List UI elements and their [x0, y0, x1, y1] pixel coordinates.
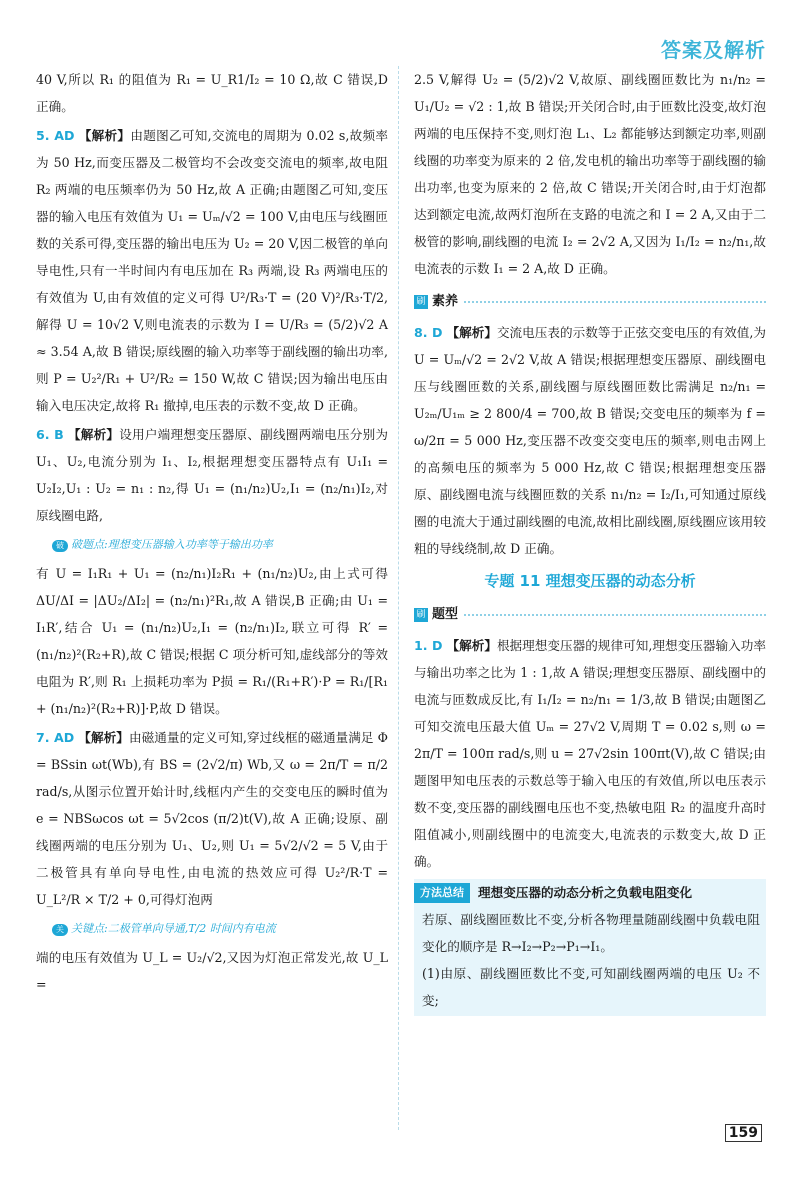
question-8: [414, 319, 766, 562]
question-1-number: 1. D: [414, 638, 443, 653]
key-point-icon: 关: [52, 924, 68, 936]
analysis-tag: 【解析】: [78, 730, 129, 745]
section-dotted-line: [464, 301, 766, 303]
question-7-text-part2: 端的电压有效值为 U_L = U₂/√2,又因为灯泡正常发光,故 U_L =: [36, 950, 388, 992]
question-6-number: 6. B: [36, 427, 64, 442]
topic-title: 专题 11 理想变压器的动态分析: [484, 572, 696, 590]
left-column: [36, 66, 388, 1000]
brush-icon: 刷: [414, 295, 428, 309]
method-summary-box: [414, 879, 766, 1016]
question-5: [36, 122, 388, 419]
question-8-number: 8. D: [414, 325, 443, 340]
method-summary-body: [414, 906, 760, 1014]
section-suyang-label: 素养: [432, 294, 459, 309]
question-6: [36, 421, 388, 529]
analysis-tag: 【解析】: [67, 427, 120, 442]
question-1: [414, 632, 766, 875]
analysis-tag: 【解析】: [78, 128, 131, 143]
method-summary-tag: 方法总结: [414, 883, 470, 903]
question-7-number: 7. AD: [36, 730, 75, 745]
method-summary-title: 理想变压器的动态分析之负载电阻变化: [478, 885, 693, 900]
question-6-text-part1: 设用户端理想变压器原、副线圈两端电压分别为 U₁、U₂,电流分别为 I₁、I₂,根据理想变压器特点有 U₁I₁ = U₂I₂,U₁ : U₂ = n₁ : n₂,得 U₁ = (n₁/n₂)U₂,I₁ = (n₂/n₁)I₂,对原线圈电路,: [36, 427, 389, 523]
section-dotted-line: [464, 614, 766, 616]
question-8-text: 交流电压表的示数等于正弦交变电压的有效值,为 U = Uₘ/√2 = 2√2 V,故 A 错误;根据理想变压器原、副线圈电压与线圈匝数的关系,副线圈与原线圈匝数比需满足 n₂/n₁ = U₂ₘ/U₁ₘ ≥ 2 800/4 = 700,故 B 错误;交变电压的频率为 f = ω/2π = 5 000 Hz,变压器不改变交变电压的频率,则电击网上的高频电压的频率为 5 000 Hz,故 C 错误;根据理想变压器原、副线圈电流与线圈匝数的关系 n₁/n₂ = I₂/I₁,可知通过原线圈的电流大于通过副线圈的电流,故相比副线圈,原线圈应该用较粗的导线绕制,故 D 正确。: [414, 325, 766, 556]
section-tixing: [414, 601, 766, 628]
page-number: 159: [725, 1124, 762, 1142]
method-summary-paragraph-2: (1)由原、副线圈匝数比不变,可知副线圈两端的电压 U₂ 不变;: [422, 966, 760, 1008]
question-6-text-part2: 有 U = I₁R₁ + U₁ = (n₂/n₁)I₂R₁ + (n₁/n₂)U₂,由上式可得 ΔU/ΔI = |ΔU₂/ΔI₂| = (n₂/n₁)²R₁,故 A 错误,B 正确;由 U₁ = I₁R′,结合 U₁ = (n₁/n₂)U₂,I₁ = (n₂/n₁)I₂,联立可得 R′ = (n₁/n₂)²(R₂+R),故 C 错误;根据 C 项分析可知,虚线部分的等效电阻为 R′,则 R₁ 上损耗功率为 P损 = R₁/(R₁+R′)·P = R₁/[R₁ + (n₁/n₂)²(R₂+R)]·P,故 D 错误。: [36, 566, 388, 716]
question-6-hint-note: [52, 531, 388, 558]
question-7-hint-text: 关键点:二极管单向导通,T/2 时间内有电流: [71, 922, 276, 935]
question-5-text: 由题图乙可知,交流电的周期为 0.02 s,故频率为 50 Hz,而变压器及二极管均不会改变交流电的频率,故电阻 R₂ 两端的电压频率仍为 50 Hz,故 A 正确;由题图乙可知,变压器的输入电压有效值为 U₁ = Uₘ/√2 = 100 V,由电压与线圈匝数的关系可得,变压器的输出电压为 U₂ = 20 V,因二极管的单向导电性,只有一半时间内有电压加在 R₃ 两端,设 R₃ 两端电压的有效值为 U,由有效值的定义可得 U²/R₃·T = (20 V)²/R₃·T/2,解得 U = 10√2 V,则电流表的示数为 I = U/R₃ = (5/2)√2 A ≈ 3.54 A,故 B 错误;原线圈的输入功率等于副线圈的输出功率,则 P = U₂²/R₁ + U²/R₂ = 150 W,故 C 错误;因为输出电压由输入电压决定,故将 R₁ 撤掉,电压表的示数不变,故 D 正确。: [36, 128, 388, 413]
question-7-continuation: 2.5 V,解得 U₂ = (5/2)√2 V,故原、副线圈匝数比为 n₁/n₂ = U₁/U₂ = √2 : 1,故 B 错误;开关闭合时,由于匝数比没变,故灯泡两端的电压保持不变,则灯泡 L₁、L₂ 都能够达到额定功率,则副线圈的功率变为原来的 2 倍,发电机的输出功率等于副线圈的输出功率,也变为原来的 2 倍,故 C 错误;开关闭合时,由于灯泡都达到额定电流,故两灯泡所在支路的电流之和 I = 2 A,又由于二极管的影响,副线圈的电流 I₂ = 2√2 A,又因为 I₁/I₂ = n₂/n₁,故电流表的示数 I₁ = 2 A,故 D 正确。: [414, 72, 766, 276]
page-header-title: 答案及解析: [661, 38, 766, 62]
analysis-tag: 【解析】: [446, 638, 497, 653]
right-column: [414, 66, 766, 1016]
analysis-tag: 【解析】: [446, 325, 497, 340]
brush-icon: 刷: [414, 608, 428, 622]
question-7-hint-note: [52, 915, 388, 942]
method-summary-header: [414, 879, 760, 906]
question-5-number: 5. AD: [36, 128, 75, 143]
question-7-text-part1: 由磁通量的定义可知,穿过线框的磁通量满足 Φ = BSsin ωt(Wb),有 BS = (2√2/π) Wb,又 ω = 2π/T = π/2 rad/s,从图示位置开始计时,线框内产生的交变电压的瞬时值为 e = NBSωcos ωt = 5√2cos (π/2)t(V),故 A 正确;设原、副线圈两端的电压分别为 U₁、U₂,则 U₁ = 5√2/√2 = 5 V,由于二极管具有单向导电性,由电流的热效应可得 U₂²/R·T = U_L²/R × T/2 + 0,可得灯泡两: [36, 730, 388, 907]
column-divider: [398, 66, 399, 1130]
method-summary-paragraph-1: 若原、副线圈匝数比不变,分析各物理量随副线圈中负载电阻变化的顺序是 R→I₂→P₂→P₁→I₁。: [422, 912, 760, 954]
question-1-text: 根据理想变压器的规律可知,理想变压器输入功率与输出功率之比为 1 : 1,故 A 错误;理想变压器原、副线圈中的电流与匝数成反比,有 I₁/I₂ = n₂/n₁ = 1/3,故 B 错误;由题图乙可知交流电压最大值 Uₘ = 27√2 V,周期 T = 0.02 s,则 ω = 2π/T = 100π rad/s,则 u = 27√2sin 100πt(V),故 C 错误;由题图甲知电压表的示数总等于输入电压的有效值,所以电压表示数不变,变压器的副线圈电压也不变,热敏电阻 R₂ 的温度升高时阻值减小,则副线圈中的电流变大,电流表的示数变大,故 D 正确。: [414, 638, 766, 869]
section-suyang: [414, 288, 766, 315]
section-tixing-label: 题型: [432, 607, 459, 622]
hint-icon: 破: [52, 540, 68, 552]
question-7: [36, 724, 388, 913]
intro-paragraph: 40 V,所以 R₁ 的阻值为 R₁ = U_R1/I₂ = 10 Ω,故 C 错误,D 正确。: [36, 72, 388, 114]
question-6-hint-text: 破题点:理想变压器输入功率等于输出功率: [71, 538, 273, 551]
